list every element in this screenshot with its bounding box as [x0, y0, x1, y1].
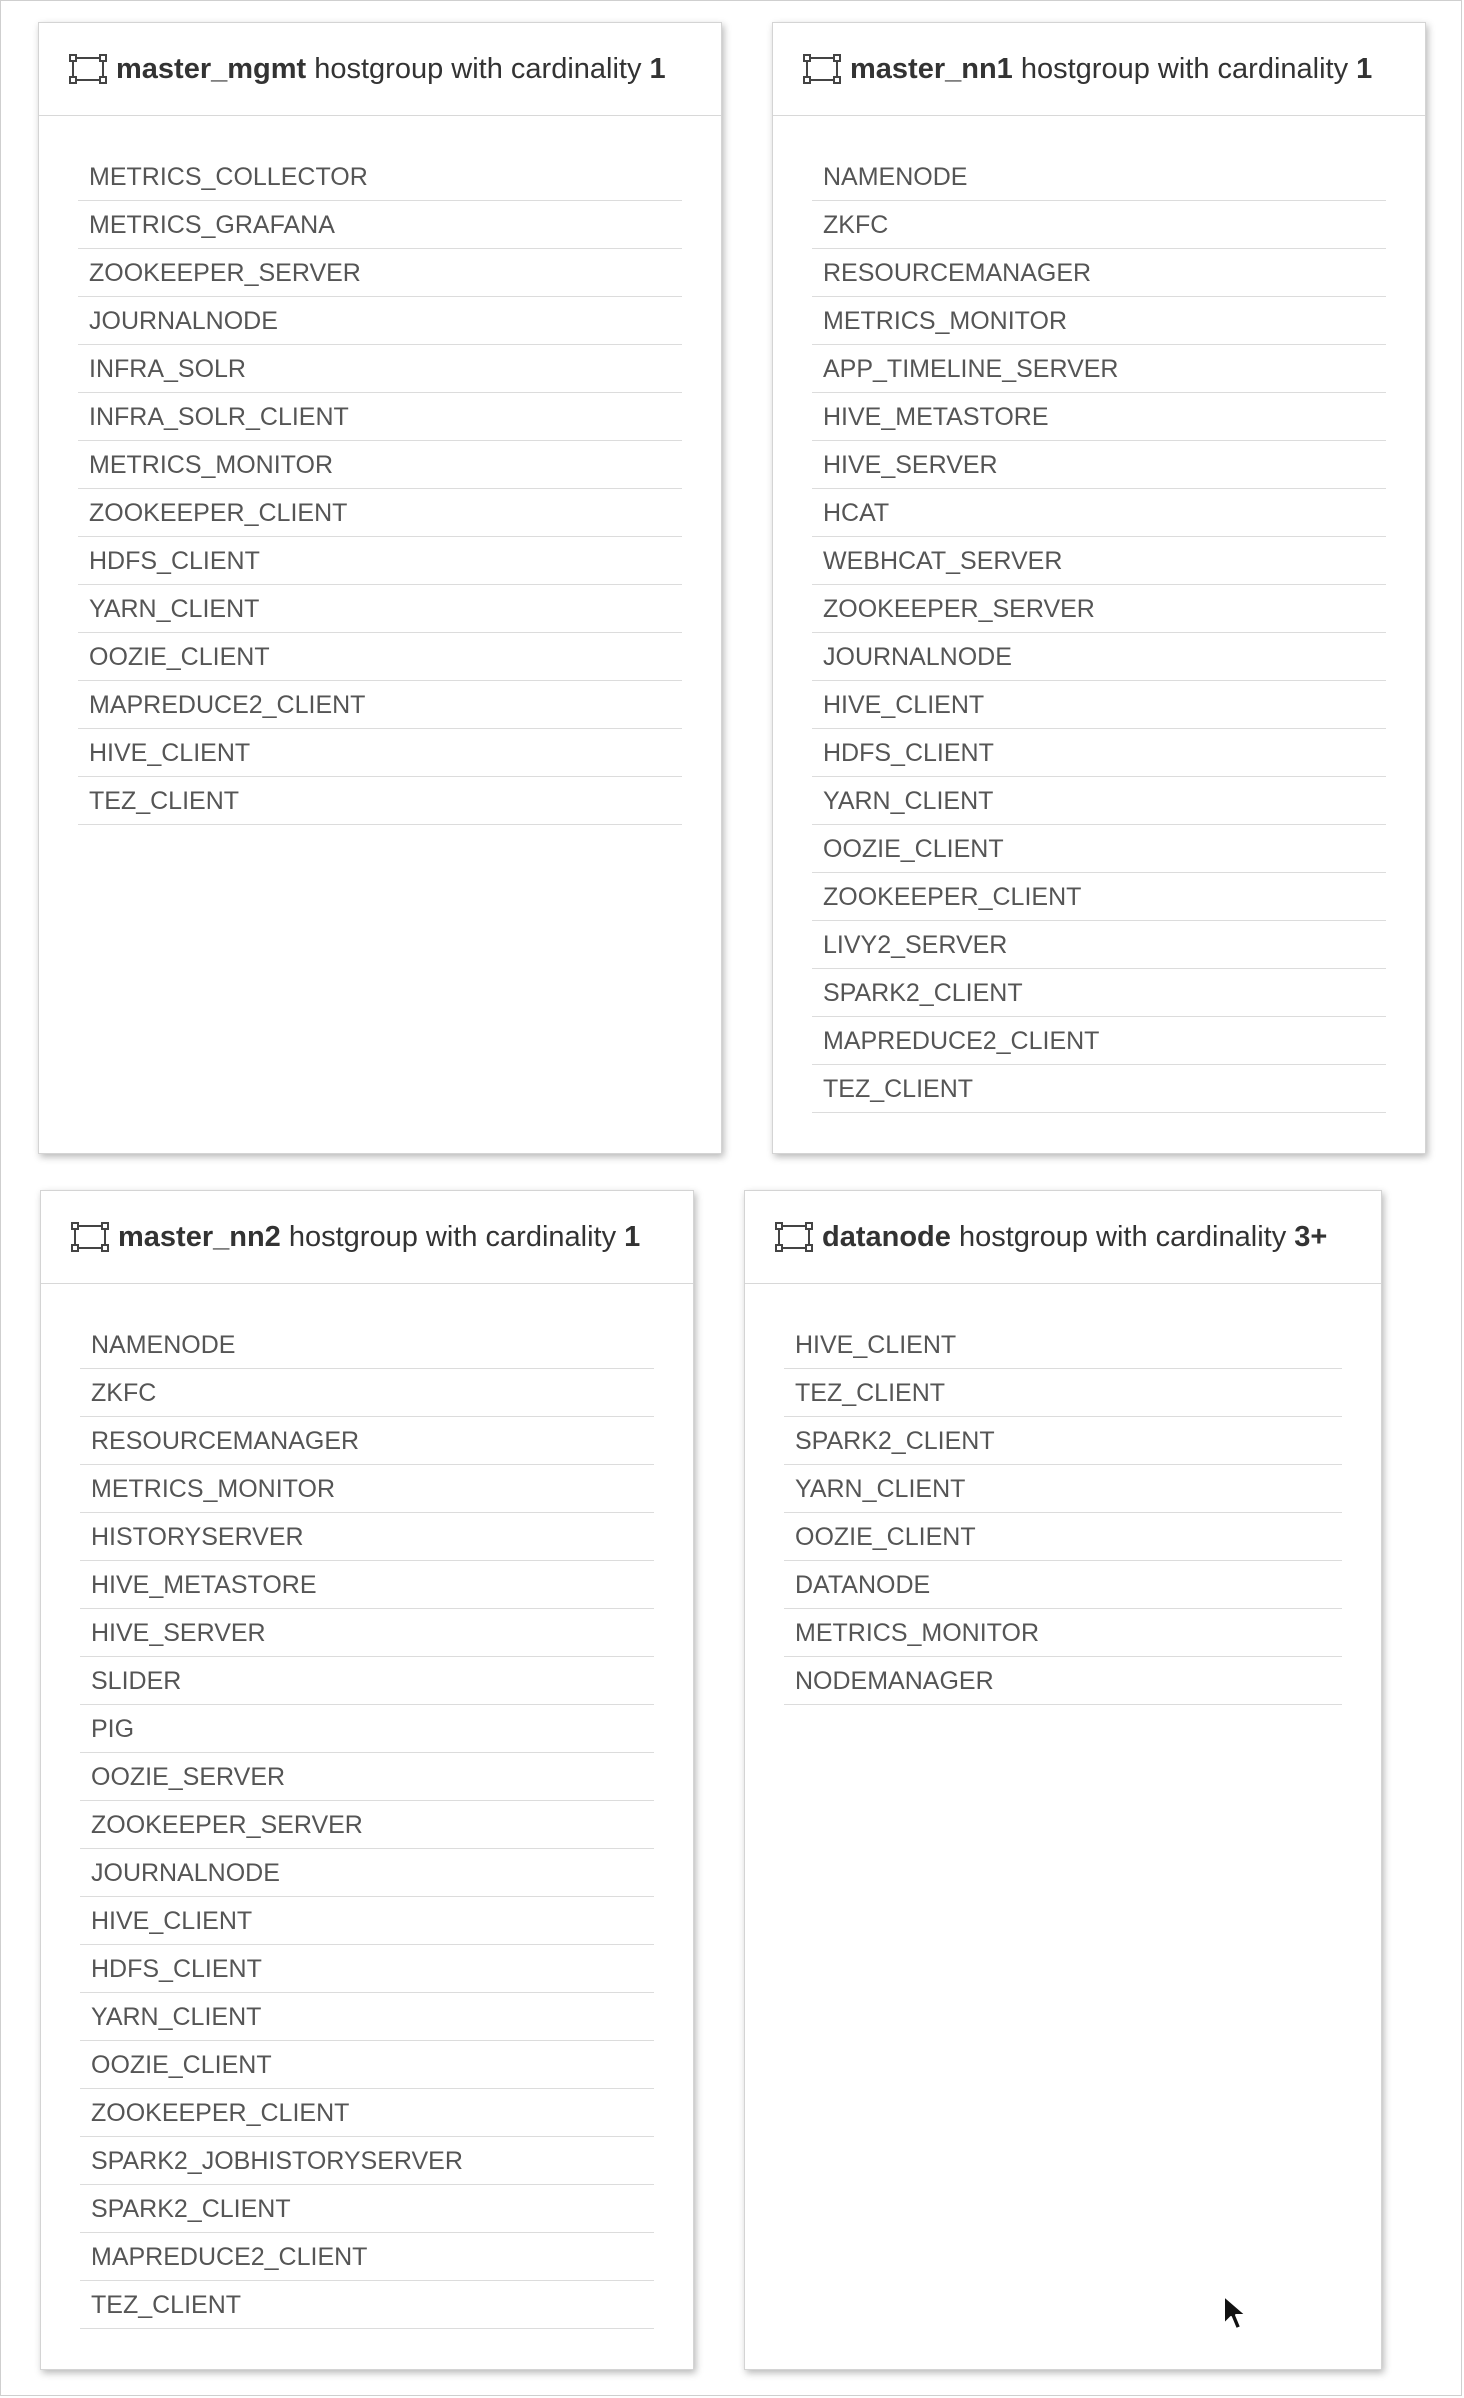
hostgroup-icon — [774, 1220, 814, 1254]
hostgroup-icon — [68, 52, 108, 86]
hostgroup-panel-master-nn1 — [772, 22, 1426, 1154]
component-item: HIVE_CLIENT — [78, 729, 682, 777]
hostgroup-panel-datanode — [744, 1190, 1382, 2370]
component-item: SPARK2_CLIENT — [80, 2185, 654, 2233]
component-item: METRICS_MONITOR — [80, 1465, 654, 1513]
component-item: HDFS_CLIENT — [812, 729, 1386, 777]
hostgroup-label: hostgroup with cardinality — [950, 1220, 1295, 1253]
panel-header — [41, 1191, 693, 1284]
hostgroup-name: master_nn2 — [118, 1220, 281, 1253]
panel-header — [745, 1191, 1381, 1284]
component-item: HIVE_CLIENT — [812, 681, 1386, 729]
hostgroup-cardinality: 1 — [624, 1220, 641, 1253]
component-item: YARN_CLIENT — [80, 1993, 654, 2041]
component-item: METRICS_GRAFANA — [78, 201, 682, 249]
component-item: YARN_CLIENT — [784, 1465, 1342, 1513]
component-item: YARN_CLIENT — [812, 777, 1386, 825]
hostgroup-label: hostgroup with cardinality — [306, 52, 650, 85]
component-item: DATANODE — [784, 1561, 1342, 1609]
hostgroup-label: hostgroup with cardinality — [280, 1220, 625, 1253]
component-item: PIG — [80, 1705, 654, 1753]
component-item: SPARK2_CLIENT — [784, 1417, 1342, 1465]
hostgroup-cardinality: 1 — [1356, 52, 1373, 85]
component-item: METRICS_COLLECTOR — [78, 153, 682, 201]
component-item: HIVE_SERVER — [812, 441, 1386, 489]
component-item: ZOOKEEPER_SERVER — [812, 585, 1386, 633]
component-item: YARN_CLIENT — [78, 585, 682, 633]
component-item: INFRA_SOLR_CLIENT — [78, 393, 682, 441]
hostgroup-icon — [70, 1220, 110, 1254]
component-item: HIVE_METASTORE — [812, 393, 1386, 441]
component-item: ZOOKEEPER_CLIENT — [78, 489, 682, 537]
component-item: ZOOKEEPER_CLIENT — [812, 873, 1386, 921]
component-item: ZOOKEEPER_CLIENT — [80, 2089, 654, 2137]
component-item: SLIDER — [80, 1657, 654, 1705]
hostgroup-panel-master-nn2 — [40, 1190, 694, 2370]
component-item: NAMENODE — [812, 153, 1386, 201]
component-item: HDFS_CLIENT — [80, 1945, 654, 1993]
component-item: APP_TIMELINE_SERVER — [812, 345, 1386, 393]
component-list — [812, 153, 1386, 1113]
component-item: MAPREDUCE2_CLIENT — [812, 1017, 1386, 1065]
component-item: TEZ_CLIENT — [80, 2281, 654, 2329]
component-item: OOZIE_CLIENT — [812, 825, 1386, 873]
component-item: OOZIE_CLIENT — [784, 1513, 1342, 1561]
component-item: ZKFC — [80, 1369, 654, 1417]
component-item: HISTORYSERVER — [80, 1513, 654, 1561]
component-item: METRICS_MONITOR — [812, 297, 1386, 345]
hostgroup-icon — [802, 52, 842, 86]
component-item: ZKFC — [812, 201, 1386, 249]
component-item: JOURNALNODE — [80, 1849, 654, 1897]
hostgroup-cardinality: 1 — [649, 52, 666, 85]
component-item: METRICS_MONITOR — [78, 441, 682, 489]
component-item: HDFS_CLIENT — [78, 537, 682, 585]
component-item: SPARK2_JOBHISTORYSERVER — [80, 2137, 654, 2185]
component-item: OOZIE_CLIENT — [78, 633, 682, 681]
component-item: HIVE_METASTORE — [80, 1561, 654, 1609]
component-item: ZOOKEEPER_SERVER — [78, 249, 682, 297]
component-list — [80, 1321, 654, 2329]
component-list — [78, 153, 682, 825]
component-item: TEZ_CLIENT — [784, 1369, 1342, 1417]
component-item: HIVE_SERVER — [80, 1609, 654, 1657]
hostgroup-cardinality: 3+ — [1294, 1220, 1328, 1253]
panel-header — [39, 23, 721, 116]
component-item: OOZIE_SERVER — [80, 1753, 654, 1801]
component-item: OOZIE_CLIENT — [80, 2041, 654, 2089]
mouse-cursor-icon — [1222, 2294, 1248, 2332]
component-item: RESOURCEMANAGER — [80, 1417, 654, 1465]
hostgroup-label: hostgroup with cardinality — [1012, 52, 1357, 85]
component-item: MAPREDUCE2_CLIENT — [78, 681, 682, 729]
hostgroup-name: master_nn1 — [850, 52, 1013, 85]
component-item: NODEMANAGER — [784, 1657, 1342, 1705]
component-item: ZOOKEEPER_SERVER — [80, 1801, 654, 1849]
component-item: SPARK2_CLIENT — [812, 969, 1386, 1017]
component-item: MAPREDUCE2_CLIENT — [80, 2233, 654, 2281]
component-item: HIVE_CLIENT — [80, 1897, 654, 1945]
component-item: HCAT — [812, 489, 1386, 537]
component-item: HIVE_CLIENT — [784, 1321, 1342, 1369]
panel-header — [773, 23, 1425, 116]
component-item: WEBHCAT_SERVER — [812, 537, 1386, 585]
component-item: METRICS_MONITOR — [784, 1609, 1342, 1657]
component-list — [784, 1321, 1342, 1705]
component-item: TEZ_CLIENT — [78, 777, 682, 825]
component-item: JOURNALNODE — [78, 297, 682, 345]
component-item: JOURNALNODE — [812, 633, 1386, 681]
component-item: INFRA_SOLR — [78, 345, 682, 393]
hostgroup-name: datanode — [822, 1220, 951, 1253]
hostgroup-name: master_mgmt — [116, 52, 307, 85]
hostgroup-panel-master-mgmt — [38, 22, 722, 1154]
component-item: NAMENODE — [80, 1321, 654, 1369]
component-item: LIVY2_SERVER — [812, 921, 1386, 969]
component-item: TEZ_CLIENT — [812, 1065, 1386, 1113]
component-item: RESOURCEMANAGER — [812, 249, 1386, 297]
